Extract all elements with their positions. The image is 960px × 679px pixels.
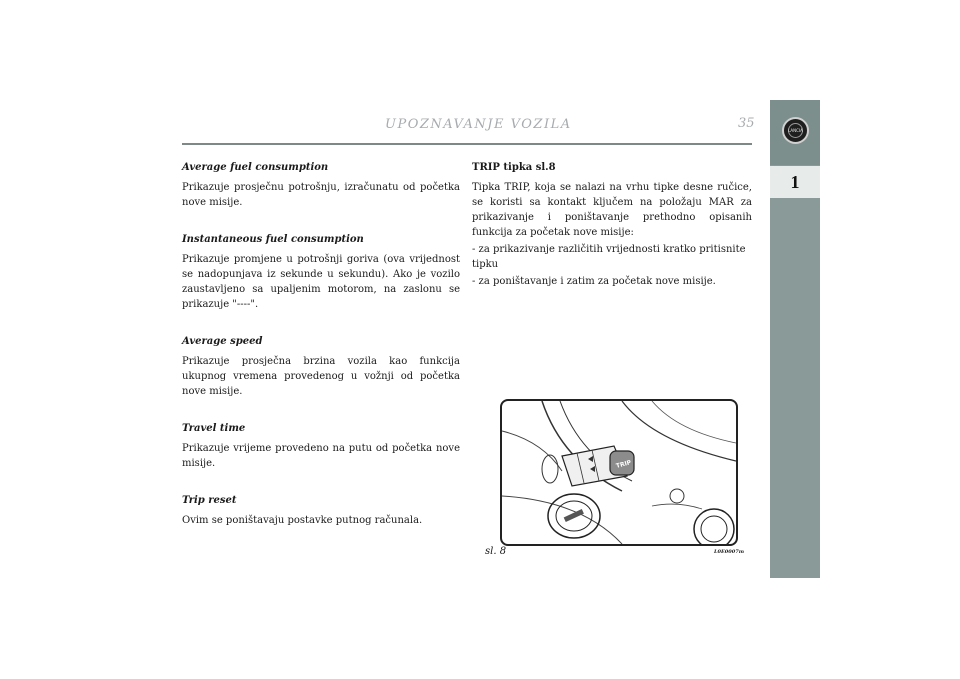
figure-code: L0E0007m [714,549,745,555]
trip-button-body: Tipka TRIP, koja se nalazi na vrhu tipke desne ručice, se koristi sa kontakt ključem na položaju MAR za prikazivanje i poništavanje prethodno opisanih funkcija za početak nove misije: [472,182,752,238]
page-header-title: UPOZNAVANJE VOZILA [385,117,572,132]
section-title: Trip reset [182,495,237,506]
section-trip-reset [182,493,460,528]
trip-button-title: TRIP tipka sl.8 [472,162,556,173]
trip-instructions-list [472,242,752,289]
header-divider [182,143,752,145]
list-item: - za poništavanje i zatim za početak nove misije. [472,276,716,287]
section-body: Ovim se poništavaju postavke putnog računala. [182,515,423,526]
section-average-speed [182,334,460,399]
section-title: Average fuel consumption [182,162,329,173]
trip-stalk-illustration [500,399,738,546]
section-body: Prikazuje prosječnu potrošnju, izračunatu od početka nove misije. [182,182,460,208]
list-item: - za prikazivanje različitih vrijednosti kratko pritisnite tipku [472,244,746,270]
section-title: Travel time [182,423,246,434]
section-average-fuel-consumption [182,160,460,210]
figure-caption: sl. 8 [485,546,507,557]
section-body: Prikazuje vrijeme provedeno na putu od početka nove misije. [182,443,460,469]
section-travel-time [182,421,460,471]
lancia-logo-icon [782,117,809,144]
section-body: Prikazuje promjene u potrošnji goriva (ova vrijednost se nadopunjava iz sekunde u sekundu). Ako je vozilo zaustavljeno sa upaljenim motorom, na zaslonu se prikazuje "----". [182,254,460,310]
stalk-drawing [502,401,736,544]
section-title: Average speed [182,336,263,347]
trip-button-label: TRIP [615,459,632,470]
logo-text: LANCIA [788,128,803,133]
section-body: Prikazuje prosječna brzina vozila kao funkcija ukupnog vremena provedenog u vožnji od početka nove misije. [182,356,460,397]
page-number: 35 [738,116,755,131]
right-column [472,160,752,289]
section-title: Instantaneous fuel consumption [182,234,364,245]
left-column [182,160,460,550]
chapter-tab[interactable]: 1 [770,166,820,198]
section-instantaneous-fuel-consumption [182,232,460,312]
